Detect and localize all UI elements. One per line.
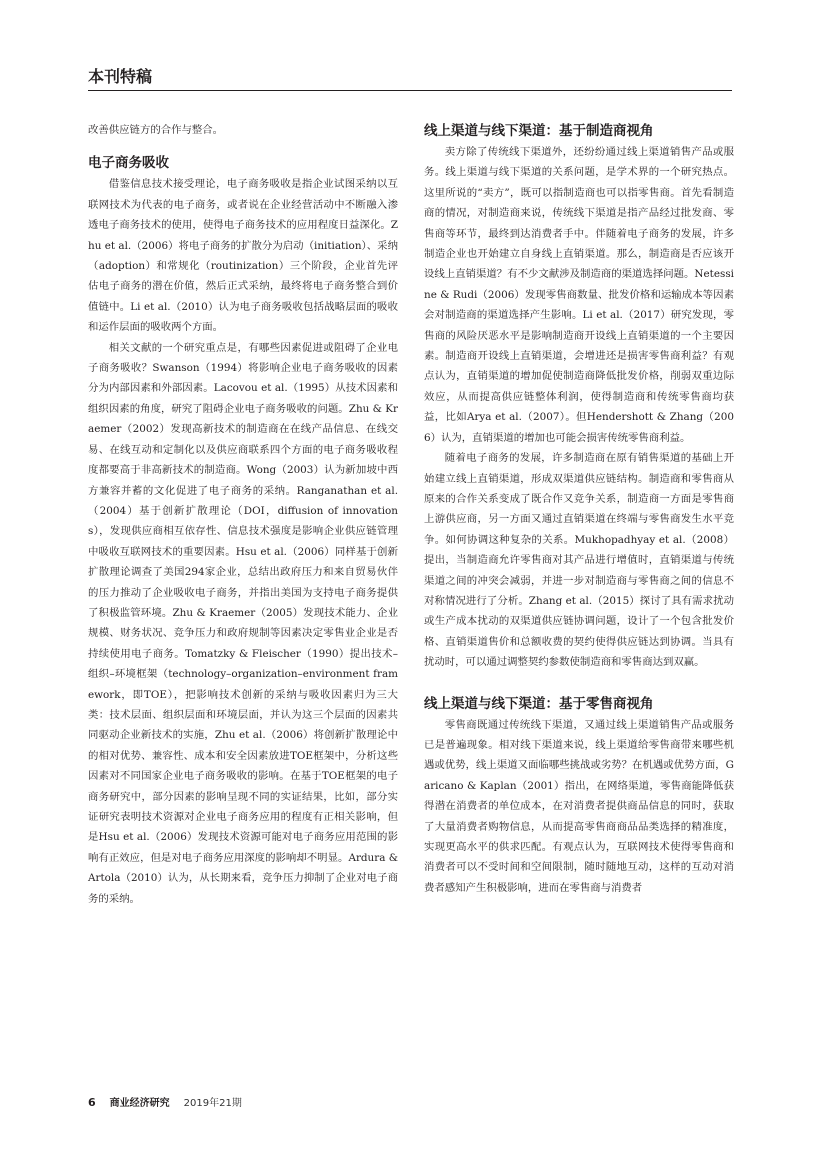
header-rule: [88, 90, 732, 91]
paragraph: 相关文献的一个研究重点是，有哪些因素促进或阻碍了企业电子商务吸收？Swanson（1994）将影响企业电子商务吸收的因素分为内部因素和外部因素。Lacovou et al.（1995）从技术因素和组织因素的角度，研究了阻碍企业电子商务吸收的问题。Zhu & Kraemer（2002）发现高新技术的制造商在在线产品信息、在线交易、在线互动和定制化以及供应商联系四个方面的电子商务吸收程度都要高于非高新技术的制造商。Wong（2003）认为新加坡中西方兼容并蓄的文化促进了电子商务的采纳。Ranganathan et al.（2004）基于创新扩散理论（DOI，diffusion of innovations），发现供应商相互依存性、信息技术强度是影响企业供应链管理中吸收互联网技术的重要因素。Hsu et al.（2006）同样基于创新扩散理论调查了美国294家企业，总结出政府压力和来自贸易伙伴的压力推动了企业吸收电子商务，并指出美国为支持电子商务提供了积极监管环境。Zhu & Kraemer（2005）发现技术能力、企业规模、财务状况、竞争压力和政府规制等因素决定零售业企业是否持续使用电子商务。Tomatzky & Fleischer（1990）提出技术–组织–环境框架（technology–organization–environment framework，即TOE），把影响技术创新的采纳与吸收因素归为三大类：技术层面、组织层面和环境层面，并认为这三个层面的因素共同驱动企业新技术的实施，Zhu et al.（2006）将创新扩散理论中的相对优势、兼容性、成本和安全因素放进TOE框架中，分析这些因素对不同国家企业电子商务吸收的影响。在基于TOE框架的电子商务研究中，部分因素的影响呈现不同的实证结果，比如，部分实证研究表明技术资源对企业电子商务应用的程度有正相关影响，但是Hsu et al.（2006）发现技术资源可能对电子商务应用范围的影响有正效应，但是对电子商务应用深度的影响却不明显。Ardura & Artola（2010）认为，从长期来看，竞争压力抑制了企业对电子商务的采纳。: [88, 341, 398, 905]
page-footer: [88, 1096, 732, 1111]
paragraph: 借鉴信息技术接受理论，电子商务吸收是指企业试图采纳以互联网技术为代表的电子商务，或者说在企业经营活动中不断融入渗透电子商务技术的使用，使得电子商务技术的应用程度日益深化。Zhu et al.（2006）将电子商务的扩散分为启动（initiation）、采纳（adoption）和常规化（routinization）三个阶段，企业首先评估电子商务的潜在价值，然后正式采纳，最终将电子商务整合到价值链中。Li et al.（2010）认为电子商务吸收包括战略层面的吸收和运作层面的吸收两个方面。: [88, 178, 398, 334]
heading-ecommerce-absorption: 电子商务吸收: [88, 155, 169, 172]
heading-manufacturer-perspective: 线上渠道与线下渠道：基于制造商视角: [424, 123, 654, 139]
page-header: [88, 66, 732, 91]
left-column: [88, 120, 398, 909]
paragraph: 卖方除了传统线下渠道外，还纷纷通过线上渠道销售产品或服务。线上渠道与线下渠道的关系问题，是学术界的一个研究热点。这里所说的“卖方”，既可以指制造商也可以指零售商。首先看制造商的情况，对制造商来说，传统线下渠道是指产品经过批发商、零售商等环节，最终到达消费者手中。伴随着电子商务的发展，许多制造企业也开始建立自身线上直销渠道。那么，制造商是否应该开设线上直销渠道？有不少文献涉及制造商的渠道选择问题。Netessine & Rudi（2006）发现零售商数量、批发价格和运输成本等因素会对制造商的渠道选择产生影响。Li et al.（2017）研究发现，零售商的风险厌恶水平是影响制造商开设线上直销渠道的一个主要因素。制造商开设线上直销渠道，会增进还是损害零售商利益？有观点认为，直销渠道的增加促使制造商降低批发价格，削弱双重边际效应，从而提高供应链整体利润，使得制造商和传统零售商均获益，比如Arya et al.（2007）。但Hendershott & Zhang（2006）认为，直销渠道的增加也可能会损害传统零售商利益。: [424, 146, 734, 444]
right-column: [424, 120, 734, 898]
paragraph: 零售商既通过传统线下渠道，又通过线上渠道销售产品或服务已是普遍现象。相对线下渠道来说，线上渠道给零售商带来哪些机遇或优势，线上渠道又面临哪些挑战或劣势？在机遇或优势方面，Garicano & Kaplan（2001）指出，在网络渠道，零售商能降低获得潜在消费者的单位成本，在对消费者提供商品信息的同时，获取了大量消费者购物信息，从而提高零售商商品品类选择的精准度，实现更高水平的供求匹配。有观点认为，互联网技术使得零售商和消费者可以不受时间和空间限制，随时随地互动，这样的互动对消费者感知产生积极影响，进而在零售商与消费者: [424, 718, 734, 894]
section-title: 本刊特稿: [88, 67, 153, 86]
heading-retailer-perspective: 线上渠道与线下渠道：基于零售商视角: [424, 695, 654, 712]
paragraph: 随着电子商务的发展，许多制造商在原有销售渠道的基础上开始建立线上直销渠道，形成双渠道供应链结构。制造商和零售商从原来的合作关系变成了既合作又竞争关系，制造商一方面是零售商上游供应商，另一方面又通过直销渠道在终端与零售商发生水平竞争。如何协调这种复杂的关系。Mukhopadhyay et al.（2008）提出，当制造商允许零售商对其产品进行增值时，直销渠道与传统渠道之间的冲突会减弱，并进一步对制造商与零售商之间的信息不对称情况进行了分析。Zhang et al.（2015）探讨了具有需求扰动或生产成本扰动的双渠道供应链协调问题，设计了一个包含批发价格、直销渠道售价和总额收费的契约使得供应链达到协调。当具有扰动时，可以通过调整契约参数使制造商和零售商达到双赢。: [424, 452, 734, 669]
page-number: 6: [88, 1096, 96, 1109]
continuation-paragraph: 改善供应链方的合作与整合。: [88, 124, 224, 136]
journal-name: 商业经济研究: [109, 1098, 170, 1109]
issue-label: 2019年21期: [183, 1098, 242, 1109]
